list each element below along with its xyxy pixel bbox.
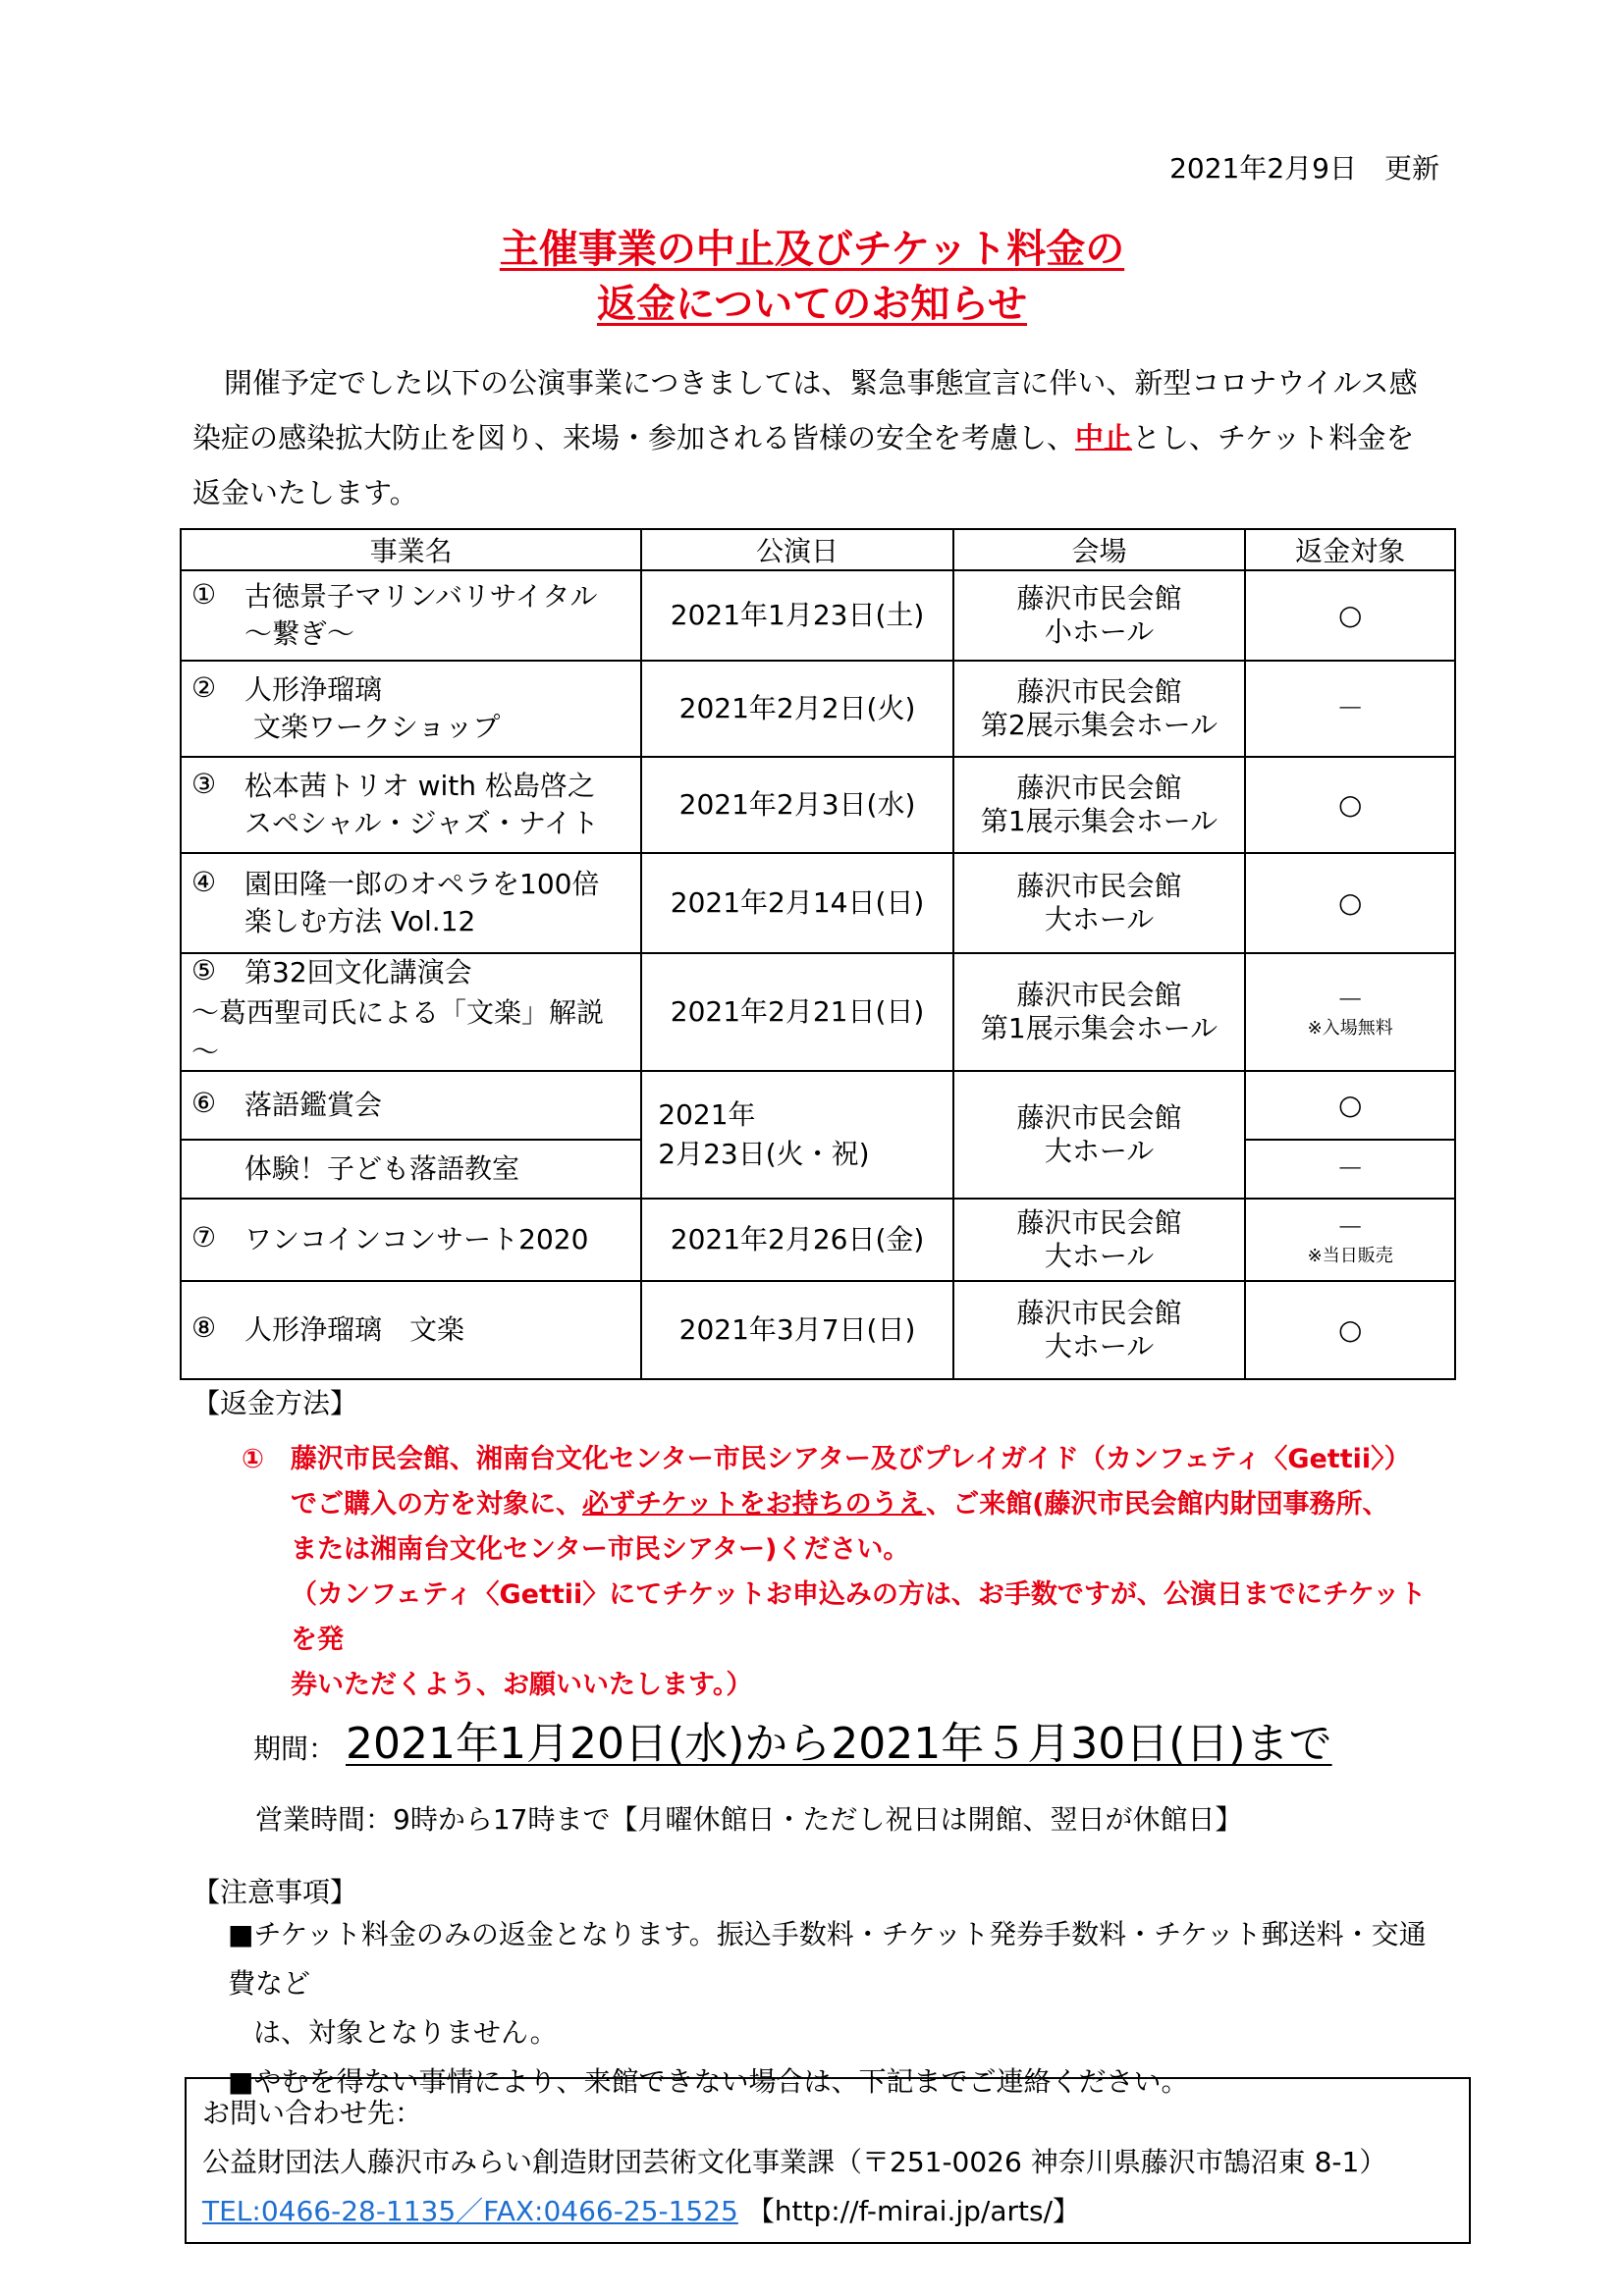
event-date: 2021年2月3日(水): [641, 757, 953, 853]
event-venue: [953, 953, 1246, 1071]
venue-hall: 第2展示集会ホール: [980, 709, 1218, 741]
row-number: ①: [191, 578, 217, 611]
refund-line2-underlined: 必ずチケットをお持ちのうえ: [582, 1489, 927, 1520]
event-date: 2021年3月7日(日): [641, 1281, 953, 1379]
intro-line2-pre: 染症の感染拡大防止を図り、来場・参加される皆様の安全を考慮し、: [192, 421, 1076, 454]
event-venue: [953, 1071, 1246, 1199]
header-refund: 返金対象: [1245, 529, 1455, 570]
note-item-1: ■チケット料金のみの返金となります。振込手数料・チケット発券手数料・チケット郵送料・交通費など: [228, 1918, 1427, 2000]
event-name: 第32回文化講演会: [244, 956, 472, 988]
event-name-cell: [181, 757, 641, 853]
event-subtitle: 文楽ワークショップ: [252, 711, 501, 743]
event-name: 松本茜トリオ with 松島啓之: [244, 770, 595, 802]
event-name: 落語鑑賞会: [244, 1089, 383, 1121]
event-date-day: 2月23日(火・祝): [658, 1138, 870, 1170]
event-subtitle: ～葛西聖司氏による「文楽」解説～: [191, 996, 605, 1068]
refund-cell: [1245, 953, 1455, 1071]
event-subtitle: スペシャル・ジャズ・ナイト: [244, 807, 599, 839]
period-label: 期間：: [253, 1733, 337, 1765]
table-row: [181, 1281, 1455, 1379]
event-name-cell: [181, 1071, 641, 1140]
event-venue: [953, 853, 1246, 953]
event-name: 体験！子ども落語教室: [244, 1152, 520, 1185]
event-date: [641, 1071, 953, 1199]
row-number: ③: [191, 768, 217, 800]
refund-method-text: [242, 1437, 1449, 1708]
refund-line3: または湘南台文化センター市民シアター)ください。: [291, 1534, 910, 1565]
row-number: ⑥: [191, 1087, 217, 1119]
event-venue: [953, 1281, 1246, 1379]
venue-hall: 大ホール: [1044, 1240, 1155, 1272]
venue-name: 藤沢市民会館: [1016, 979, 1182, 1011]
event-date-year: 2021年: [658, 1098, 756, 1131]
event-date: 2021年2月2日(火): [641, 661, 953, 757]
note-item-1-cont: は、対象となりません。: [253, 2016, 558, 2049]
event-name: 古徳景子マリンバリサイタル: [244, 580, 598, 613]
page-title-line2: 返金についてのお知らせ: [597, 282, 1027, 327]
venue-name: 藤沢市民会館: [1016, 1101, 1182, 1134]
website-url[interactable]: 【http://f-mirai.jp/arts/】: [746, 2195, 1081, 2227]
event-name-cell: [181, 1140, 641, 1199]
venue-hall: 大ホール: [1044, 1330, 1155, 1362]
refund-mark: ○: [1245, 1281, 1455, 1379]
event-subtitle: 楽しむ方法 Vol.12: [244, 905, 476, 937]
refund-line2-pre: でご購入の方を対象に、: [291, 1489, 582, 1520]
venue-name: 藤沢市民会館: [1016, 675, 1182, 708]
refund-cell: [1245, 1199, 1455, 1281]
event-venue: [953, 1199, 1246, 1281]
event-name: 人形浄瑠璃: [244, 673, 383, 706]
table-row: [181, 1071, 1455, 1140]
intro-line3: 返金いたします。: [192, 476, 418, 509]
event-name-cell: [181, 570, 641, 661]
refund-line4: （カンフェティ〈Gettii〉にてチケットお申込みの方は、お手数ですが、公演日までにチケットを発: [291, 1579, 1427, 1655]
row-number: ⑦: [191, 1221, 217, 1254]
note-item-2: ■やむを得ない事情により、来館できない場合は、下記までご連絡ください。: [228, 2065, 1189, 2098]
notes-heading: 【注意事項】: [192, 1876, 358, 1908]
event-date: 2021年2月14日(日): [641, 853, 953, 953]
venue-name: 藤沢市民会館: [1016, 1206, 1182, 1239]
cancel-emphasis: 中止: [1075, 421, 1133, 454]
row-number: ②: [191, 671, 217, 704]
refund-period: [253, 1708, 1332, 1771]
event-name-cell: [181, 953, 641, 1071]
event-subtitle: ～繋ぎ～: [244, 617, 355, 650]
intro-line2: [192, 410, 1439, 465]
refund-note: ※入場無料: [1307, 1018, 1393, 1039]
venue-hall: 大ホール: [1044, 1135, 1155, 1167]
refund-mark: －: [1245, 1140, 1455, 1199]
row-number: ④: [191, 866, 217, 898]
venue-name: 藤沢市民会館: [1016, 772, 1182, 804]
contact-org: 公益財団法人藤沢市みらい創造財団芸術文化事業課（〒251-0026 神奈川県藤沢市鵠沼東 8-1）: [202, 2146, 1387, 2178]
table-row: [181, 757, 1455, 853]
contact-box: [185, 2077, 1471, 2244]
venue-hall: 第1展示集会ホール: [980, 1012, 1218, 1044]
refund-mark: ○: [1245, 853, 1455, 953]
business-hours: 営業時間：9時から17時まで【月曜休館日・ただし祝日は開館、翌日が休館日】: [255, 1803, 1243, 1836]
updated-date: 2021年2月9日 更新: [1169, 152, 1439, 185]
table-row: [181, 661, 1455, 757]
period-value: 2021年1月20日(水)から2021年５月30日(日)まで: [346, 1719, 1332, 1769]
tel-fax-link[interactable]: TEL:0466-28-1135／FAX:0466-25-1525: [202, 2195, 738, 2227]
intro-line1: 開催予定でした以下の公演事業につきましては、緊急事態宣言に伴い、新型コロナウイルス感: [224, 366, 1418, 400]
venue-hall: 第1展示集会ホール: [980, 805, 1218, 837]
event-venue: [953, 661, 1246, 757]
refund-mark: －: [1336, 984, 1365, 1016]
table-row: [181, 853, 1455, 953]
intro-line2-post: とし、チケット料金を: [1132, 421, 1415, 454]
row-number: ⑤: [191, 954, 217, 987]
contact-links: [202, 2187, 1453, 2236]
contact-label: お問い合わせ先：: [202, 2097, 423, 2129]
event-name-cell: [181, 1281, 641, 1379]
refund-mark: ○: [1245, 1071, 1455, 1140]
event-name-cell: [181, 661, 641, 757]
page-title-line1: 主催事業の中止及びチケット料金の: [499, 227, 1125, 272]
refund-mark: ○: [1245, 757, 1455, 853]
event-date: 2021年2月26日(金): [641, 1199, 953, 1281]
event-name-cell: [181, 853, 641, 953]
table-header-row: [181, 529, 1455, 570]
refund-line2-post: 、ご来館(藤沢市民会館内財団事務所、: [926, 1489, 1389, 1520]
refund-line1: ① 藤沢市民会館、湘南台文化センター市民シアター及びプレイガイド（カンフェティ〈Gettii〉）: [242, 1444, 1411, 1474]
event-name: 人形浄瑠璃 文楽: [244, 1313, 465, 1346]
header-venue: 会場: [953, 529, 1246, 570]
refund-mark: －: [1336, 1211, 1365, 1244]
venue-name: 藤沢市民会館: [1016, 1297, 1182, 1329]
refund-method-heading: 【返金方法】: [192, 1387, 358, 1419]
event-name-cell: [181, 1199, 641, 1281]
venue-name: 藤沢市民会館: [1016, 582, 1182, 614]
venue-hall: 小ホール: [1044, 615, 1155, 648]
event-date: 2021年1月23日(土): [641, 570, 953, 661]
refund-line2: [242, 1482, 1449, 1527]
refund-mark: ○: [1245, 570, 1455, 661]
event-date: 2021年2月21日(日): [641, 953, 953, 1071]
event-venue: [953, 757, 1246, 853]
event-name: ワンコインコンサート2020: [244, 1223, 589, 1255]
event-venue: [953, 570, 1246, 661]
table-row: [181, 570, 1455, 661]
row-number: ⑧: [191, 1311, 217, 1344]
refund-line5: 券いただくよう、お願いいたします。）: [291, 1670, 753, 1700]
intro-paragraph: [192, 355, 1439, 520]
table-row: [181, 1199, 1455, 1281]
header-date: 公演日: [641, 529, 953, 570]
header-event: 事業名: [181, 529, 641, 570]
events-table: [180, 528, 1456, 1380]
refund-mark: －: [1245, 661, 1455, 757]
venue-name: 藤沢市民会館: [1016, 870, 1182, 902]
refund-note: ※当日販売: [1307, 1246, 1393, 1266]
event-name: 園田隆一郎のオペラを100倍: [244, 868, 600, 900]
venue-hall: 大ホール: [1044, 903, 1155, 935]
table-row: [181, 953, 1455, 1071]
